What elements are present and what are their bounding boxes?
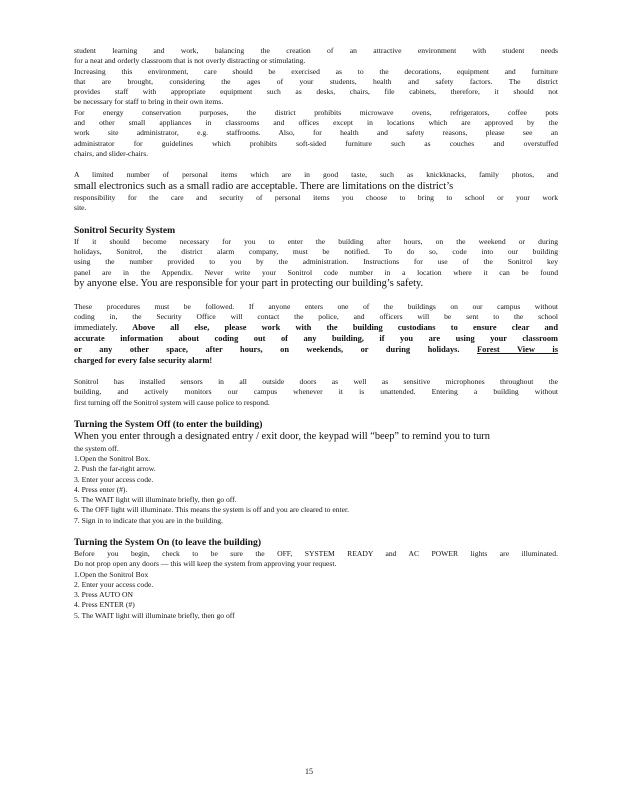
text-line: 7. Sign in to indicate that you are in the building.: [74, 515, 223, 525]
text-line: 6. The OFF light will illuminate. This means the system is off and you are cleared to enter.: [74, 505, 350, 515]
text-line: work site administrator, e.g. staffrooms. Also, for health and safety reasons, please see an: [74, 128, 558, 138]
text-line: that are brought, considering the ages of your students, health and safety factors. The district: [74, 76, 558, 86]
text-line: and other small appliances in classrooms and offices except in locations which are approved by the: [74, 118, 558, 128]
text-line: be necessary for staff to bring in their own items.: [74, 97, 224, 107]
text-line: using the number provided to you by the administration. Instructions for use of the Sonitrol key: [74, 257, 558, 267]
text-line: A limited number of personal items which are in good taste, such as knickknacks, family photos, and: [74, 170, 558, 180]
section-heading: Turning the System Off (to enter the building): [74, 419, 263, 431]
text-line: 3. Enter your access code.: [74, 474, 154, 484]
text-line: building, and actively monitors our campus whenever it is unattended. Entering a building without: [74, 387, 558, 397]
text-line: chairs, and slider-chairs.: [74, 148, 149, 158]
text-line: Do not prop open any doors — this will keep the system from approving your request.: [74, 559, 337, 569]
page-number: 15: [305, 767, 313, 776]
paragraph: [74, 225, 558, 291]
text-line: administrator for guidelines which prohibits soft-sided furniture such as couches and overstuffed: [74, 138, 558, 148]
paragraph: [74, 302, 558, 367]
text-line: 1.Open the Sonitrol Box: [74, 569, 149, 579]
bold-text-segment: accurate information about coding out of any building, if you are using your classroom: [74, 334, 558, 344]
text-line: by anyone else. You are responsible for your part in protecting our building’s safety.: [74, 277, 424, 289]
text-line: Sonitrol has installed sensors in all outside doors as well as sensitive microphones throughout the: [74, 377, 558, 387]
text-line: Before you begin, check to be sure the OFF, SYSTEM READY and AC POWER lights are illuminated.: [74, 548, 558, 558]
text-line: [74, 333, 558, 344]
text-line: These procedures must be followed. If anyone enters one of the buildings on our campus without: [74, 301, 558, 311]
text-line: 2. Push the far-right arrow.: [74, 464, 156, 474]
document-page: [74, 46, 558, 632]
bold-text-segment: or any other space, after hours, on weekends, or during holidays.: [74, 345, 460, 355]
underlined-text-segment: Forest View is: [477, 345, 558, 355]
text-line: provides staff with appropriate equipment such as desks, chairs, file cabinets, therefore, it should not: [74, 87, 558, 97]
paragraph: [74, 170, 558, 213]
text-line: [74, 355, 558, 366]
text-line: for a neat and orderly classroom that is not overly distracting or stimulating.: [74, 56, 306, 66]
text-line: Increasing this environment, care should be exercised as to the decorations, equipment and furniture: [74, 66, 558, 76]
text-line: holidays, Sonitrol, the district alarm company, must be notified. To do so, code into our building: [74, 247, 558, 257]
text-line: the system off.: [74, 443, 119, 453]
text-line: 1.Open the Sonitrol Box.: [74, 453, 151, 463]
section-heading: Turning the System On (to leave the building): [74, 536, 262, 548]
text-segment: immediately.: [74, 323, 118, 333]
text-line: 5. The WAIT light will illuminate briefly, then go off: [74, 610, 235, 620]
text-line: responsibility for the care and security of personal items you choose to bring to school or your work: [74, 193, 558, 203]
text-line: 5. The WAIT light will illuminate briefly, then go off.: [74, 495, 237, 505]
text-line: 2. Enter your access code.: [74, 579, 154, 589]
text-line: [74, 322, 558, 333]
text-line: first turning off the Sonitrol system will cause police to respond.: [74, 397, 270, 407]
paragraph: [74, 377, 558, 408]
text-line: coding in, the Security Office will contact the police, and officers will be sent to the school: [74, 311, 558, 321]
text-line: For energy conservation purposes, the district prohibits microwave ovens, refrigerators, coffee pots: [74, 107, 558, 117]
paragraph: [74, 46, 558, 159]
text-line: [74, 344, 558, 355]
paragraph: [74, 537, 558, 621]
paragraph: [74, 419, 558, 526]
text-line: 4. Press ENTER (#): [74, 600, 135, 610]
text-line: site.: [74, 203, 87, 213]
text-line: student learning and work, balancing the creation of an attractive environment with student needs: [74, 46, 558, 55]
text-line: When you enter through a designated entry / exit door, the keypad will “beep” to remind you to turn: [74, 431, 490, 443]
bold-text-segment: charged for every false security alarm!: [74, 356, 213, 366]
text-line: small electronics such as a small radio are acceptable. There are limitations on the district’s: [74, 180, 454, 192]
text-line: panel are in the Appendix. Never write your Sonitrol code number in a location where it can be found: [74, 267, 558, 277]
text-line: 3. Press AUTO ON: [74, 590, 133, 600]
text-line: 4. Press enter (#).: [74, 484, 128, 494]
text-line: If it should become necessary for you to enter the building after hours, on the weekend or during: [74, 236, 558, 246]
section-heading: Sonitrol Security System: [74, 224, 176, 236]
bold-text-segment: Above all else, please work with the building custodians to ensure clear and: [132, 323, 558, 333]
